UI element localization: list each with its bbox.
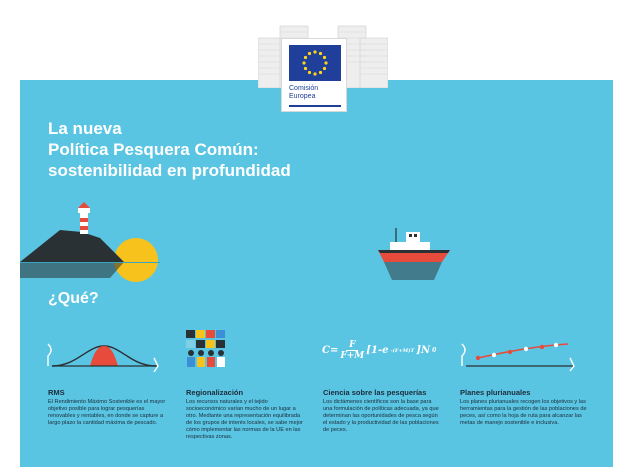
column-title: Planes plurianuales (460, 388, 531, 397)
page-title: La nueva Política Pesquera Común: sostenibilidad en profundidad (48, 119, 291, 180)
column-text: Los dictámenes científicos son la base para una formulación de políticas adecuada, ya que determinan las oportunidades de pesca según el estado y la productividad de las poblaciones de peces. (323, 399, 439, 433)
column-text: El Rendimiento Máximo Sostenible es el mayor objetivo posible para lograr pesquerías renovables y rentables, en donde se capture a largo plazo la cantidad máxima de pescado. (48, 399, 166, 426)
column-text: Los planes plurianuales recogen los objetivos y las herramientas para la gestión de las poblaciones de peces, así como la hoja de ruta para alcanzar las metas de manejo sostenible e inclusiva. (460, 399, 587, 426)
european-commission-logo (281, 38, 347, 112)
section-title: ¿Qué? (48, 290, 99, 307)
logo-underline (289, 105, 341, 107)
column-title: RMS (48, 388, 65, 397)
logo-line-2: Europea (289, 93, 316, 100)
column-text: Los recursos naturales y el tejido socioeconómico varían mucho de un lugar a otro. Mediante una representación equilibrada de los grupos de interés locales, se sabe mejor cómo implementar las normas de la UE en las respectivas zonas. (186, 399, 303, 440)
column-title: Ciencia sobre las pesquerías (323, 388, 427, 397)
stakeholders-group-icon (184, 330, 228, 370)
island-lighthouse-illustration (20, 200, 160, 300)
fishing-boat-illustration (376, 228, 452, 288)
eu-flag-icon (289, 45, 341, 81)
formula-fraction (340, 340, 364, 361)
formula-numerator: F (346, 340, 358, 351)
logo-line-1: Comisión (289, 85, 319, 92)
column-science (323, 388, 441, 434)
column-regionalization (186, 388, 304, 441)
formula-exponent: -(F+M)T (390, 347, 415, 354)
column-multiannual-plans (460, 388, 588, 427)
column-rms (48, 388, 166, 427)
formula-lhs: C= (322, 345, 339, 356)
column-title: Regionalización (186, 388, 244, 397)
formula-tail: ]N (416, 345, 431, 356)
multiannual-plan-curve-icon (456, 336, 580, 372)
formula-denominator: F+M (340, 351, 365, 361)
logo-wordmark (289, 85, 318, 101)
formula-bracket: [1-e (366, 345, 389, 356)
yield-curve-icon (42, 338, 162, 372)
catch-equation-icon (322, 340, 436, 361)
formula-subscript: 0 (432, 347, 437, 354)
